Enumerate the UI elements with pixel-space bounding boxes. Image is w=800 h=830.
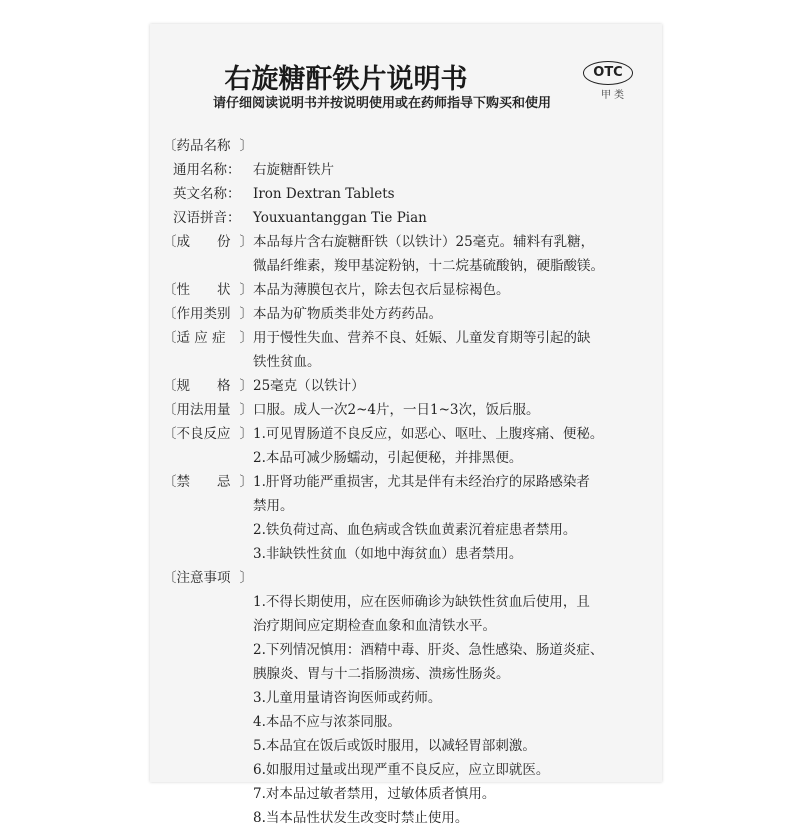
note-line: 6.如服用过量或出现严重不良反应，应立即就医。 <box>253 762 550 778</box>
section-line: 禁用。 <box>253 498 294 514</box>
notes-list <box>253 590 647 830</box>
note-line: 治疗期间应定期检查血象和血清铁水平。 <box>253 618 496 634</box>
section-label: 〔 药品名称 〕 <box>167 134 253 154</box>
row-english-name <box>167 182 647 206</box>
section-label: 〔 禁 忌 〕 <box>167 470 253 490</box>
section-label: 〔 不良反应 〕 <box>167 422 253 442</box>
section-adverse <box>167 422 647 470</box>
note-line: 2.下列情况慎用：酒精中毒、肝炎、急性感染、肠道炎症、 <box>253 642 604 658</box>
leaflet-content <box>167 134 647 830</box>
section-composition <box>167 230 647 278</box>
section-line: 3.非缺铁性贫血（如地中海贫血）患者禁用。 <box>253 546 523 562</box>
section-line: 微晶纤维素，羧甲基淀粉钠，十二烷基硫酸钠，硬脂酸镁。 <box>253 258 604 274</box>
section-drug-name <box>167 134 647 158</box>
section-line: 1.肝肾功能严重损害，尤其是伴有未经治疗的尿路感染者 <box>253 474 590 490</box>
english-name-label: 英文名称： <box>173 186 241 202</box>
generic-name-value: 右旋糖酐铁片 <box>253 162 334 178</box>
section-label: 〔 成 份 〕 <box>167 230 253 250</box>
section-line: 1.可见胃肠道不良反应，如恶心、呕吐、上腹疼痛、便秘。 <box>253 426 604 442</box>
document-title: 右旋糖酐铁片说明书 <box>224 64 468 95</box>
section-line: 本品为矿物质类非处方药药品。 <box>253 306 442 322</box>
row-pinyin-name <box>167 206 647 230</box>
instruction-subtitle: 请仔细阅读说明书并按说明使用或在药师指导下购买和使用 <box>212 96 551 111</box>
section-line: 2.本品可减少肠蠕动，引起便秘，并排黑便。 <box>253 450 523 466</box>
generic-name-label: 通用名称： <box>173 162 241 178</box>
note-line: 8.当本品性状发生改变时禁止使用。 <box>253 810 469 826</box>
section-line: 本品为薄膜包衣片，除去包衣后显棕褐色。 <box>253 282 510 298</box>
otc-badge: OTC <box>583 61 633 85</box>
section-label: 〔 用法用量 〕 <box>167 398 253 418</box>
note-line: 胰腺炎、胃与十二指肠溃疡、溃疡性肠炎。 <box>253 666 510 682</box>
section-notes <box>167 566 647 590</box>
otc-class-label: 甲类 <box>601 90 627 101</box>
section-label: 〔 规 格 〕 <box>167 374 253 394</box>
section-line: 口服。成人一次2~4片，一日1~3次，饭后服。 <box>253 402 540 418</box>
section-category <box>167 302 647 326</box>
section-label: 〔 作用类别 〕 <box>167 302 253 322</box>
note-line: 4.本品不应与浓茶同服。 <box>253 714 401 730</box>
english-name-value: Iron Dextran Tablets <box>253 186 395 202</box>
pinyin-name-value: Youxuantanggan Tie Pian <box>253 210 427 226</box>
section-label: 〔 适 应 症 〕 <box>167 326 253 346</box>
row-generic-name <box>167 158 647 182</box>
section-contraindication <box>167 470 647 566</box>
section-character <box>167 278 647 302</box>
section-label: 〔 注意事项 〕 <box>167 566 253 586</box>
section-line: 本品每片含右旋糖酐铁（以铁计）25毫克。辅料有乳糖， <box>253 234 595 250</box>
note-line: 3.儿童用量请咨询医师或药师。 <box>253 690 442 706</box>
section-spec <box>167 374 647 398</box>
note-line: 7.对本品过敏者禁用，过敏体质者慎用。 <box>253 786 496 802</box>
note-line: 1.不得长期使用，应在医师确诊为缺铁性贫血后使用，且 <box>253 594 590 610</box>
section-indication <box>167 326 647 374</box>
section-dosage <box>167 398 647 422</box>
section-line: 25毫克（以铁计） <box>253 378 365 394</box>
note-line: 5.本品宜在饭后或饭时服用，以减轻胃部刺激。 <box>253 738 536 754</box>
section-line: 用于慢性失血、营养不良、妊娠、儿童发育期等引起的缺 <box>253 330 591 346</box>
section-line: 2.铁负荷过高、血色病或含铁血黄素沉着症患者禁用。 <box>253 522 577 538</box>
section-line: 铁性贫血。 <box>253 354 321 370</box>
section-label: 〔 性 状 〕 <box>167 278 253 298</box>
pinyin-name-label: 汉语拼音： <box>173 210 241 226</box>
